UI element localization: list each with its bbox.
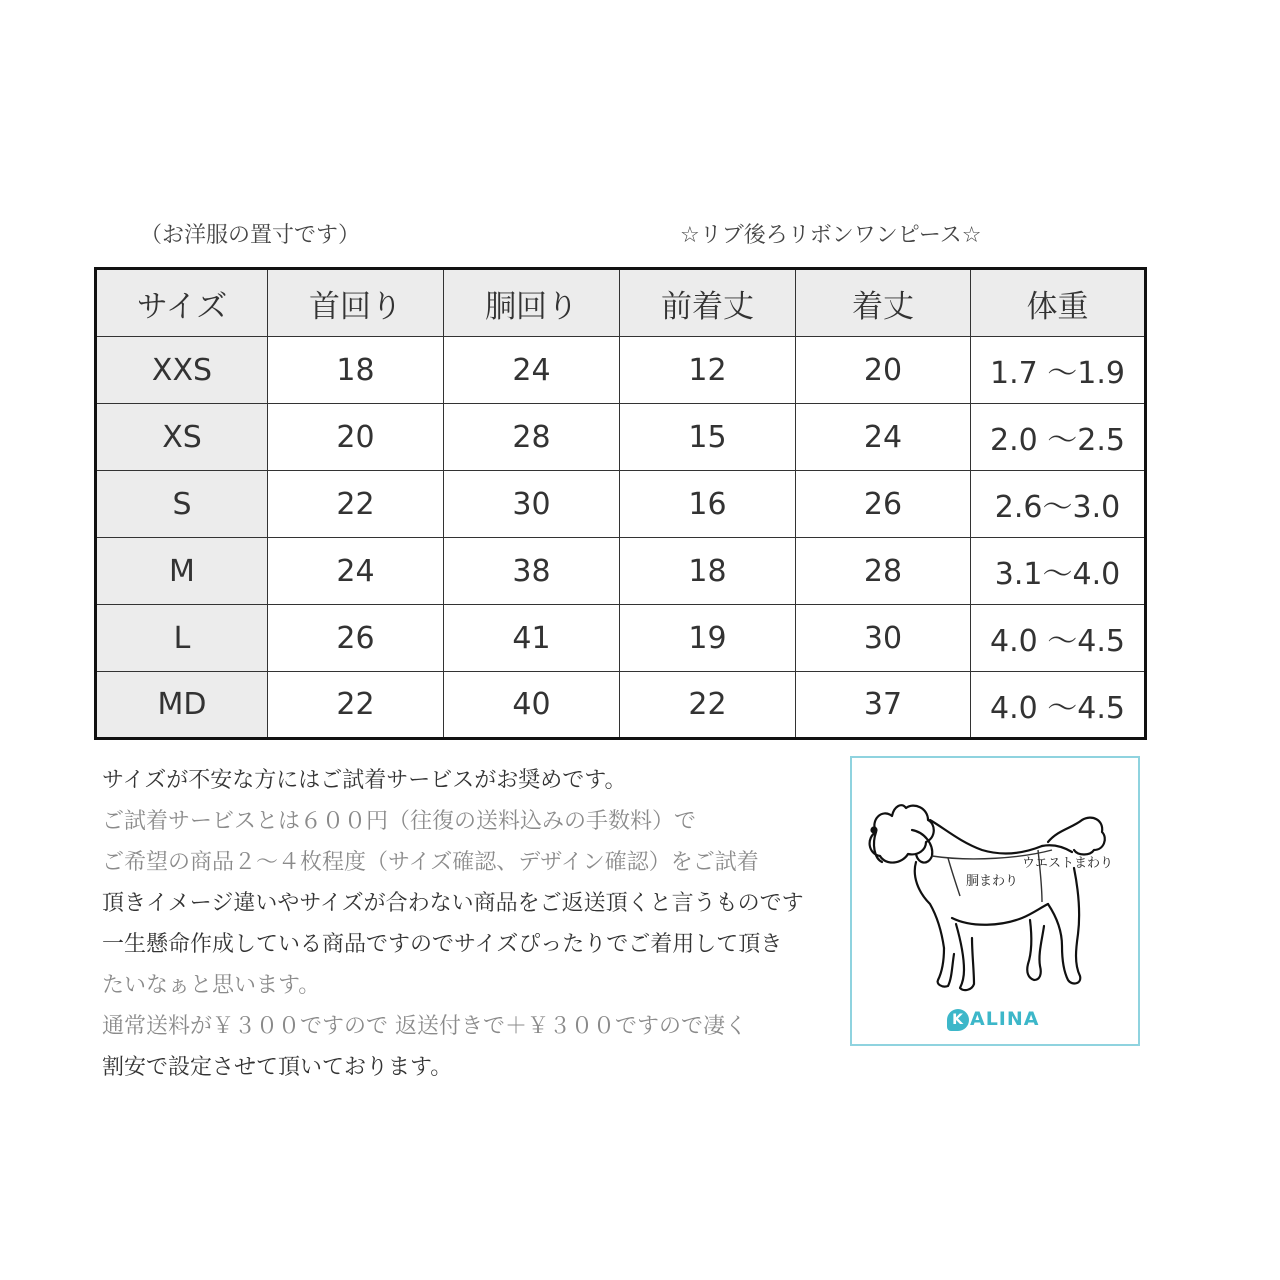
logo-mark-icon: K	[947, 1009, 969, 1031]
description-line: 通常送料が￥３００ですので 返送付きで＋￥３００ですので凄く	[102, 1014, 747, 1039]
description-line: たいなぁと思います。	[102, 973, 321, 998]
front-length-cell: 19	[620, 605, 796, 672]
waist-cell: 38	[444, 538, 620, 605]
table-row	[96, 337, 1146, 404]
description-line: 一生懸命作成している商品ですのでサイズぴったりでご着用して頂き	[102, 932, 783, 957]
logo-text: ALINA	[970, 1008, 1040, 1030]
length-cell: 37	[796, 672, 971, 739]
weight-cell: 2.0 〜2.5	[971, 404, 1146, 471]
product-title: ☆リブ後ろリボンワンピース☆	[680, 223, 982, 248]
header-weight: 体重	[971, 269, 1146, 337]
length-cell: 24	[796, 404, 971, 471]
weight-cell: 1.7 〜1.9	[971, 337, 1146, 404]
dog-outline-icon	[852, 758, 1138, 1044]
waist-label: ウエストまわり	[1022, 856, 1114, 871]
table-header-row	[96, 269, 1146, 337]
description-line: サイズが不安な方にはご試着サービスがお奨めです。	[102, 768, 627, 793]
trial-service-description	[102, 760, 862, 1088]
header-waist: 胴回り	[444, 269, 620, 337]
weight-cell: 4.0 〜4.5	[971, 672, 1146, 739]
table-row	[96, 672, 1146, 739]
waist-cell: 24	[444, 337, 620, 404]
neck-cell: 24	[268, 538, 444, 605]
table-row	[96, 605, 1146, 672]
size-cell: M	[96, 538, 268, 605]
measurement-note: （お洋服の置寸です）	[140, 223, 361, 248]
front-length-cell: 18	[620, 538, 796, 605]
front-length-cell: 15	[620, 404, 796, 471]
waist-cell: 41	[444, 605, 620, 672]
header-front-length: 前着丈	[620, 269, 796, 337]
table-row	[96, 404, 1146, 471]
size-cell: S	[96, 471, 268, 538]
size-cell: L	[96, 605, 268, 672]
size-cell: XXS	[96, 337, 268, 404]
weight-cell: 4.0 〜4.5	[971, 605, 1146, 672]
description-line: 頂きイメージ違いやサイズが合わない商品をご返送頂くと言うものです	[102, 891, 804, 916]
weight-cell: 3.1〜4.0	[971, 538, 1146, 605]
body-label: 胴まわり	[966, 874, 1019, 889]
front-length-cell: 22	[620, 672, 796, 739]
description-line: ご試着サービスとは６００円（往復の送料込みの手数料）で	[102, 809, 697, 834]
table-row	[96, 538, 1146, 605]
front-length-cell: 16	[620, 471, 796, 538]
size-cell: MD	[96, 672, 268, 739]
header-length: 着丈	[796, 269, 971, 337]
header-size: サイズ	[96, 269, 268, 337]
header-neck: 首回り	[268, 269, 444, 337]
neck-cell: 18	[268, 337, 444, 404]
neck-cell: 20	[268, 404, 444, 471]
dog-measurement-illustration	[850, 756, 1140, 1046]
table-row	[96, 471, 1146, 538]
size-chart-table	[94, 267, 1147, 740]
kalina-logo	[947, 1008, 1040, 1031]
waist-cell: 40	[444, 672, 620, 739]
front-length-cell: 12	[620, 337, 796, 404]
length-cell: 20	[796, 337, 971, 404]
description-line: 割安で設定させて頂いております。	[102, 1055, 453, 1080]
waist-cell: 28	[444, 404, 620, 471]
size-cell: XS	[96, 404, 268, 471]
neck-cell: 22	[268, 672, 444, 739]
length-cell: 26	[796, 471, 971, 538]
description-line: ご希望の商品２〜４枚程度（サイズ確認、デザイン確認）をご試着	[102, 850, 759, 875]
neck-cell: 26	[268, 605, 444, 672]
waist-cell: 30	[444, 471, 620, 538]
weight-cell: 2.6〜3.0	[971, 471, 1146, 538]
neck-cell: 22	[268, 471, 444, 538]
length-cell: 28	[796, 538, 971, 605]
length-cell: 30	[796, 605, 971, 672]
